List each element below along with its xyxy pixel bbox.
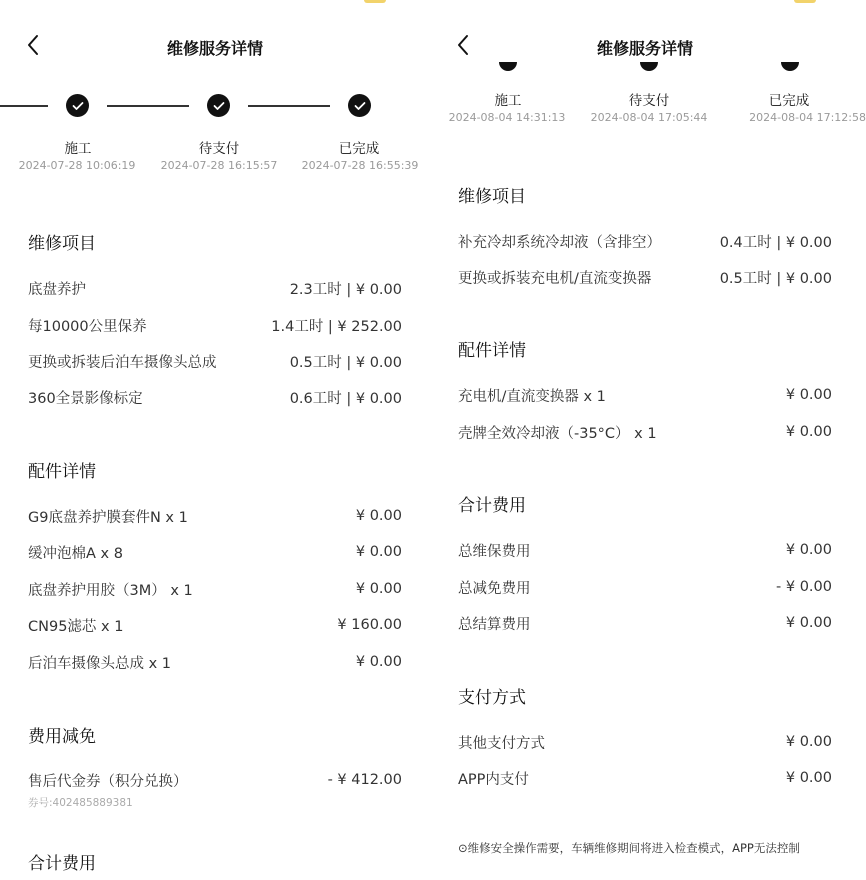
item-name: 底盘养护 bbox=[28, 281, 86, 298]
item-value: 0.5工时 | ¥ 0.00 bbox=[719, 270, 832, 287]
total-section bbox=[458, 492, 832, 642]
part-item-row bbox=[28, 541, 402, 563]
section-title: 费用减免 bbox=[28, 727, 96, 747]
item-value: - ¥ 412.00 bbox=[327, 772, 402, 788]
step-time: 2024-08-04 17:05:44 bbox=[590, 111, 708, 124]
item-value: 0.5工时 | ¥ 0.00 bbox=[289, 354, 402, 371]
step-time: 2024-08-04 14:31:13 bbox=[448, 111, 566, 124]
page-title: 维修服务详情 bbox=[596, 39, 693, 58]
total-item-row bbox=[458, 576, 832, 598]
item-name: 360全景影像标定 bbox=[28, 390, 143, 407]
item-name: 缓冲泡棉A x 8 bbox=[28, 545, 123, 562]
part-item-row bbox=[28, 578, 402, 600]
parts-section bbox=[458, 337, 832, 457]
repair-item-row bbox=[28, 314, 402, 336]
step-time: 2024-08-04 17:12:58 bbox=[749, 111, 866, 124]
step-dot bbox=[499, 62, 517, 71]
step-time: 2024-07-28 16:55:39 bbox=[301, 159, 419, 172]
item-value: 1.4工时 | ¥ 252.00 bbox=[271, 318, 402, 335]
timeline-line bbox=[248, 105, 330, 107]
parts-section bbox=[28, 458, 402, 678]
item-value: ¥ 0.00 bbox=[355, 544, 402, 560]
safety-notice: ⊙维修安全操作需要，车辆维修期间将进入检查模式，APP无法控制 bbox=[458, 841, 800, 855]
timeline-line bbox=[0, 105, 48, 107]
item-name: 总维保费用 bbox=[458, 543, 531, 560]
step-dot bbox=[640, 62, 658, 71]
repair-items-section bbox=[458, 183, 832, 303]
total-section-partial bbox=[28, 850, 402, 880]
item-value: ¥ 0.00 bbox=[785, 542, 832, 558]
item-value: - ¥ 0.00 bbox=[776, 579, 832, 595]
item-name: 底盘养护用胶（3M） x 1 bbox=[28, 582, 193, 599]
step-time: 2024-07-28 10:06:19 bbox=[18, 159, 136, 172]
total-item-row bbox=[458, 612, 832, 634]
item-name: 更换或拆装后泊车摄像头总成 bbox=[28, 354, 217, 371]
item-name: 后泊车摄像头总成 x 1 bbox=[28, 655, 172, 672]
item-value: 2.3工时 | ¥ 0.00 bbox=[289, 281, 402, 298]
repair-item-row bbox=[458, 230, 832, 252]
page-title: 维修服务详情 bbox=[166, 39, 263, 58]
step-label: 施工 bbox=[64, 141, 92, 157]
item-value: ¥ 0.00 bbox=[355, 508, 402, 524]
repair-items-section bbox=[28, 230, 402, 420]
step-label: 已完成 bbox=[338, 141, 380, 157]
repair-item-row bbox=[28, 350, 402, 372]
section-title: 维修项目 bbox=[458, 187, 526, 207]
step-dot bbox=[348, 94, 371, 117]
discount-item-row bbox=[28, 769, 402, 791]
coupon-number: 券号:402485889381 bbox=[28, 797, 133, 809]
part-item-row bbox=[28, 505, 402, 527]
payment-section bbox=[458, 684, 832, 804]
section-title: 配件详情 bbox=[458, 341, 526, 361]
step-label: 施工 bbox=[494, 93, 522, 109]
repair-item-row bbox=[458, 266, 832, 288]
part-item-row bbox=[28, 614, 402, 636]
left-screen bbox=[0, 0, 430, 874]
item-value: ¥ 0.00 bbox=[785, 770, 832, 786]
item-name: G9底盘养护膜套件N x 1 bbox=[28, 509, 188, 526]
item-name: 总结算费用 bbox=[458, 616, 531, 633]
total-item-row bbox=[458, 539, 832, 561]
item-value: ¥ 160.00 bbox=[337, 617, 402, 633]
item-value: ¥ 0.00 bbox=[355, 654, 402, 670]
item-name: 每10000公里保养 bbox=[28, 318, 147, 335]
item-value: 0.4工时 | ¥ 0.00 bbox=[719, 234, 832, 251]
item-name: 更换或拆装充电机/直流变换器 bbox=[458, 270, 652, 287]
discount-section bbox=[28, 723, 402, 823]
item-name: 其他支付方式 bbox=[458, 735, 545, 752]
step-dot bbox=[66, 94, 89, 117]
section-title: 维修项目 bbox=[28, 234, 96, 254]
item-name: 壳牌全效冷却液（-35°C） x 1 bbox=[458, 425, 657, 442]
item-name: 充电机/直流变换器 x 1 bbox=[458, 388, 606, 405]
item-name: CN95滤芯 x 1 bbox=[28, 618, 124, 635]
section-title: 配件详情 bbox=[28, 462, 96, 482]
right-screen bbox=[430, 0, 866, 860]
part-item-row bbox=[458, 421, 832, 443]
step-label: 待支付 bbox=[198, 141, 240, 157]
item-value: ¥ 0.00 bbox=[785, 424, 832, 440]
payment-item-row bbox=[458, 767, 832, 789]
repair-item-row bbox=[28, 386, 402, 408]
step-label: 待支付 bbox=[628, 93, 670, 109]
item-name: APP内支付 bbox=[458, 771, 529, 788]
repair-item-row bbox=[28, 277, 402, 299]
section-title: 合计费用 bbox=[28, 854, 96, 874]
step-dot bbox=[207, 94, 230, 117]
step-dot bbox=[781, 62, 799, 71]
item-value: ¥ 0.00 bbox=[785, 387, 832, 403]
item-value: ¥ 0.00 bbox=[355, 581, 402, 597]
step-time: 2024-07-28 16:15:57 bbox=[160, 159, 278, 172]
check-icon bbox=[213, 101, 225, 111]
status-indicator bbox=[364, 0, 386, 3]
item-name: 总减免费用 bbox=[458, 580, 531, 597]
section-title: 支付方式 bbox=[458, 688, 526, 708]
nav-bar bbox=[0, 30, 430, 62]
nav-bar bbox=[430, 30, 860, 62]
part-item-row bbox=[458, 384, 832, 406]
check-icon bbox=[72, 101, 84, 111]
part-item-row bbox=[28, 651, 402, 673]
item-name: 补充冷却系统冷却液（含排空） bbox=[458, 234, 661, 251]
timeline-line bbox=[107, 105, 189, 107]
item-value: 0.6工时 | ¥ 0.00 bbox=[289, 390, 402, 407]
item-value: ¥ 0.00 bbox=[785, 734, 832, 750]
step-label: 已完成 bbox=[768, 93, 810, 109]
status-indicator bbox=[794, 0, 816, 3]
item-value: ¥ 0.00 bbox=[785, 615, 832, 631]
check-icon bbox=[354, 101, 366, 111]
item-name: 售后代金券（积分兑换） bbox=[28, 773, 188, 790]
payment-item-row bbox=[458, 731, 832, 753]
section-title: 合计费用 bbox=[458, 496, 526, 516]
